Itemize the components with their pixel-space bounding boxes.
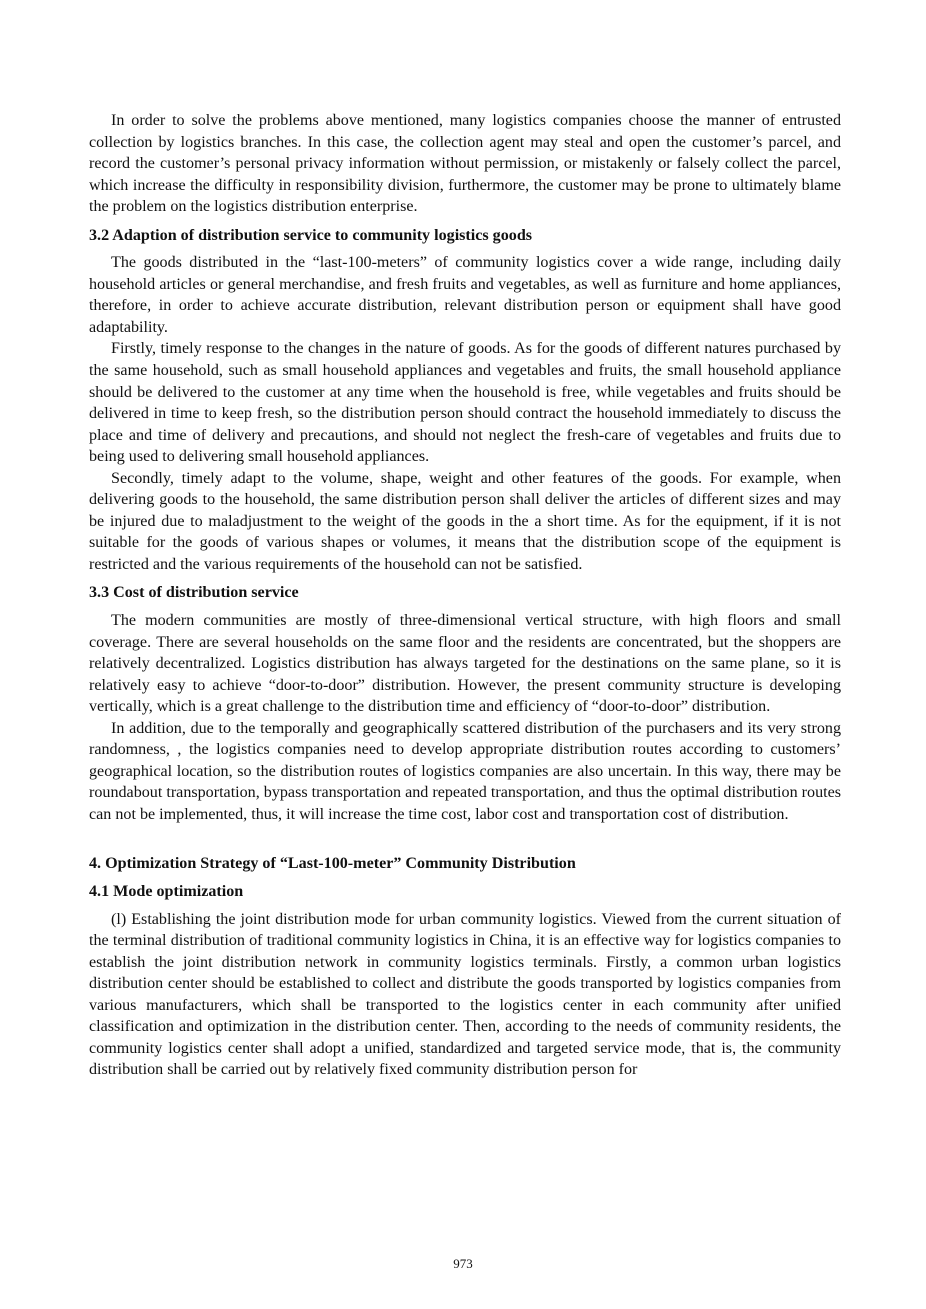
paragraph-in-addition: In addition, due to the temporally and geographically scattered distribution of the purchasers and its very strong randomness, , the logistics companies need to develop appropriate distribution routes according to customers’ geographical location, so the distribution routes of logistics companies are also uncertain. In this way, there may be roundabout transportation, bypass transportation and repeated transportation, and thus the optimal distribution routes can not be implemented, thus, it will increase the time cost, labor cost and transportation cost of distribution. (89, 719, 841, 823)
subheading-3-3: 3.3 Cost of distribution service (89, 584, 299, 602)
paragraph-secondly: Secondly, timely adapt to the volume, shape, weight and other features of the goods. For example, when delivering goods to the household, the same distribution person shall deliver the articles of different sizes and may be injured due to maladjustment to the weight of the goods in the a short time. As for the equipment, if it is not suitable for the goods of various shapes or volumes, it means that the distribution scope of the equipment is restricted and the various requirements of the household can not be satisfied. (89, 469, 841, 573)
paragraph-firstly: Firstly, timely response to the changes in the nature of goods. As for the goods of different natures purchased by the same household, such as small household appliances and vegetables and fruits, the small household appliance should be delivered to the customer at any time when the household is free, while vegetables and fruits should be delivered in time to keep fresh, so the distribution person should contract the household immediately to discuss the place and time of delivery and precautions, and should not neglect the fresh-care of vegetables and fruits due to being used to delivering small household appliances. (89, 340, 841, 466)
paragraph-entrusted-collection: In order to solve the problems above mentioned, many logistics companies choose the manner of entrusted collection by logistics branches. In this case, the collection agent may steal and open the customer’s parcel, and record the customer’s personal privacy information without permission, or mistakenly or falsely collect the parcel, which increase the difficulty in responsibility division, furthermore, the customer may be prone to ultimately blame the problem on the logistics distribution enterprise. (89, 112, 841, 216)
subheading-4-1: 4.1 Mode optimization (89, 883, 244, 901)
paragraph-modern-communities: The modern communities are mostly of three-dimensional vertical structure, with high floors and small coverage. There are several households on the same floor and the residents are concentrated, but the shoppers are relatively decentralized. Logistics distribution has always targeted for the destinations on the same plane, so it is relatively easy to achieve “door-to-door” distribution. However, the present community structure is developing vertically, which is a great challenge to the distribution time and efficiency of “door-to-door” distribution. (89, 612, 841, 716)
subheading-3-2: 3.2 Adaption of distribution service to community logistics goods (89, 226, 533, 244)
section-heading-4: 4. Optimization Strategy of “Last-100-meter” Community Distribution (89, 854, 576, 872)
paragraph-joint-distribution: (l) Establishing the joint distribution mode for urban community logistics. Viewed from the current situation of the terminal distribution of traditional community logistics in China, it is an effective way for logistics companies to establish the joint distribution network in community logistics terminals. Firstly, a common urban logistics distribution center should be established to collect and distribute the goods transported by logistics companies from various manufacturers, which shall be transported to the logistics center in each community after unified classification and optimization in the distribution center. Then, according to the needs of community residents, the community logistics center shall adopt a unified, standardized and targeted service mode, that is, the community distribution shall be carried out by relatively fixed community distribution person for (89, 910, 841, 1079)
page-number: 973 (453, 1256, 473, 1271)
document-page (89, 110, 841, 1081)
paragraph-goods-range: The goods distributed in the “last-100-meters” of community logistics cover a wide range, including daily household articles or general merchandise, and fresh fruits and vegetables, as well as furniture and home appliances, therefore, in order to achieve accurate distribution, relevant distribution person or equipment shall have good adaptability. (89, 254, 841, 336)
